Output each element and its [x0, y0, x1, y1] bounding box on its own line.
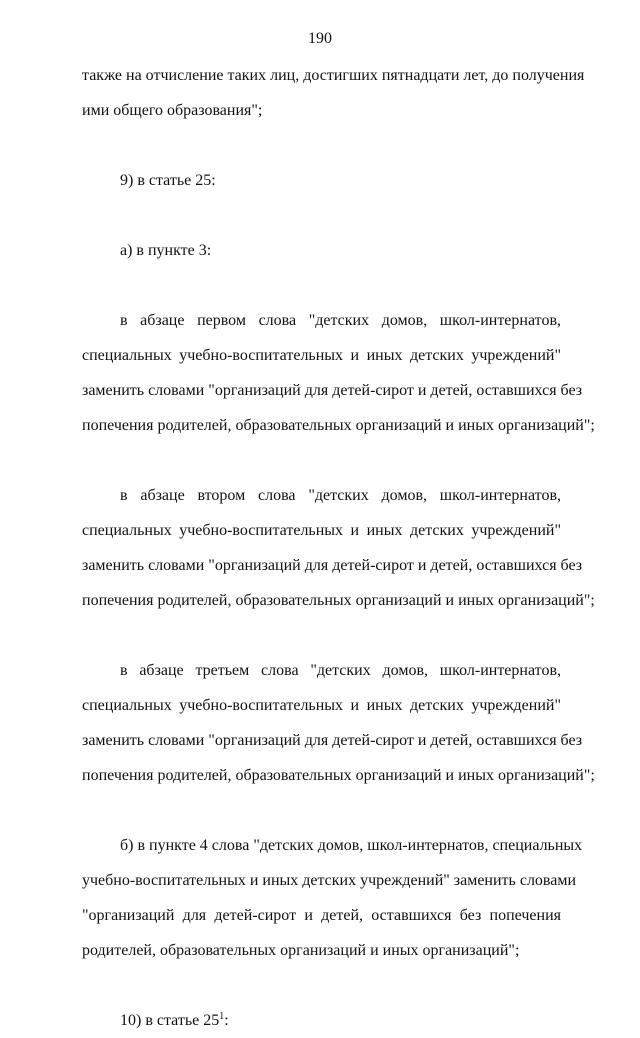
text-line: в абзаце третьем слова "детских домов, школ-интернатов, — [120, 662, 561, 679]
paragraph-item-9 — [82, 163, 561, 198]
text-line: родителей, образовательных организаций и иных организаций"; — [82, 942, 520, 959]
document-body — [82, 58, 595, 1038]
paragraph-subitem-a — [82, 233, 561, 268]
text-line: специальных учебно-воспитательных и иных детских учреждений" — [82, 522, 561, 539]
page-number: 190 — [308, 30, 332, 47]
paragraph-abzac-second — [82, 478, 595, 618]
paragraph-abzac-first — [82, 303, 595, 443]
text-line: учебно-воспитательных и иных детских учреждений" заменить словами — [82, 872, 577, 889]
text-line: в абзаце втором слова "детских домов, школ-интернатов, — [120, 487, 561, 504]
text-line: ими общего образования"; — [82, 102, 263, 119]
text-line: попечения родителей, образовательных организаций и иных организаций"; — [82, 592, 595, 609]
text-line: заменить словами "организаций для детей-сирот и детей, оставшихся без — [82, 382, 583, 399]
text-line: попечения родителей, образовательных организаций и иных организаций"; — [82, 417, 595, 434]
text-line: а) в пункте 3: — [120, 242, 212, 259]
text-line: специальных учебно-воспитательных и иных детских учреждений" — [82, 697, 561, 714]
text-line: специальных учебно-воспитательных и иных детских учреждений" — [82, 347, 561, 364]
item-10-suffix: : — [224, 1012, 229, 1029]
paragraph-subitem-b — [82, 828, 583, 968]
paragraph-abzac-third — [82, 653, 595, 793]
text-line: заменить словами "организаций для детей-сирот и детей, оставшихся без — [82, 732, 583, 749]
paragraph-continuation — [82, 58, 585, 128]
text-line — [82, 1003, 561, 1038]
text-line: также на отчисление таких лиц, достигших пятнадцати лет, до получения — [82, 67, 585, 84]
text-line: в абзаце первом слова "детских домов, школ-интернатов, — [120, 312, 561, 329]
item-10-text: 10) в статье 25 — [120, 1012, 220, 1029]
superscript-one: 1 — [219, 1011, 225, 1022]
paragraph-item-10 — [82, 1003, 561, 1038]
text-line: б) в пункте 4 слова "детских домов, школ-интернатов, специальных — [120, 837, 583, 854]
text-line: "организаций для детей-сирот и детей, оставшихся без попечения — [82, 907, 561, 924]
text-line: заменить словами "организаций для детей-сирот и детей, оставшихся без — [82, 557, 583, 574]
text-line: 9) в статье 25: — [120, 172, 216, 189]
text-line: попечения родителей, образовательных организаций и иных организаций"; — [82, 767, 595, 784]
